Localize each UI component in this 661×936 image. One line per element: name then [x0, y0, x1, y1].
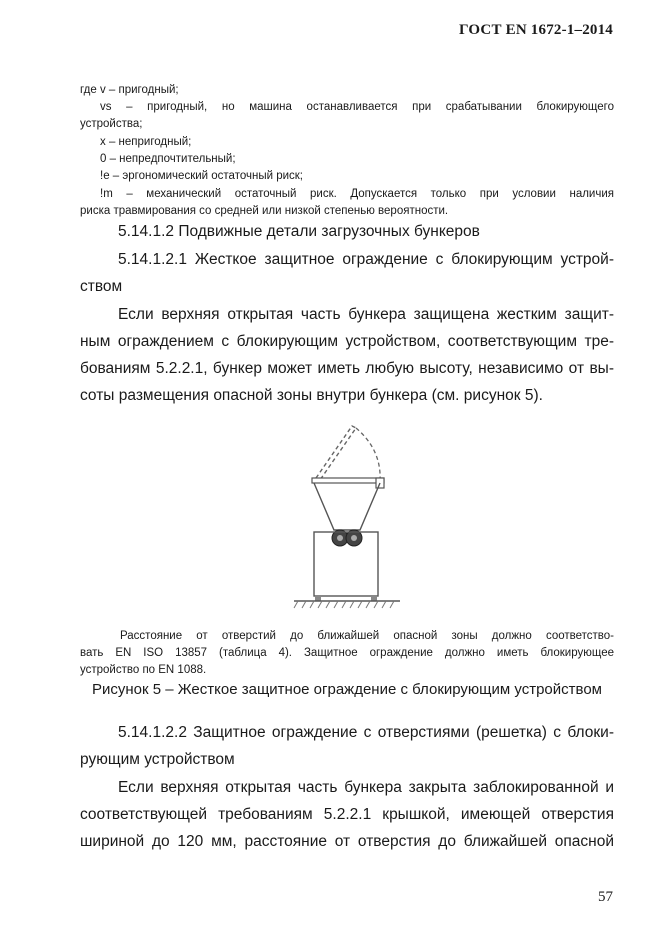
section-heading-5-14-1-2-1-cont: ством [80, 278, 123, 295]
legend-line-0: 0 – непредпочтительный; [100, 153, 236, 165]
legend-line-e: !e – эргономический остаточный риск; [100, 170, 303, 182]
left-roller-hub [337, 535, 343, 541]
section-heading-5-14-1-2-1: 5.14.1.2.1 Жесткое защитное ограждение с блокирующим устрой- [118, 251, 614, 268]
hopper-funnel [314, 483, 380, 530]
legend-line-vs-cont: устройства; [80, 118, 143, 130]
section-heading-5-14-1-2: 5.14.1.2 Подвижные детали загрузочных бункеров [118, 223, 480, 240]
ground-hatching [294, 601, 394, 608]
figure-5-title: Рисунок 5 – Жесткое защитное ограждение с блокирующим устройством [92, 681, 602, 698]
figure-5-hopper-drawing [290, 420, 400, 612]
legend-line-m-cont: риска травмирования со средней или низкой степенью вероятности. [80, 205, 449, 217]
paragraph-1-line-2: ным ограждением с блокирующим устройством, соответствующим тре- [80, 333, 614, 350]
paragraph-1-line-4: соты размещения опасной зоны внутри бункера (см. рисунок 5). [80, 387, 543, 404]
guard-swing-arc [356, 428, 380, 482]
paragraph-1-line-1: Если верхняя открытая часть бункера защищена жестким защит- [118, 306, 614, 323]
open-guard-dashed-outline [316, 426, 356, 480]
document-standard-header: ГОСТ EN 1672-1–2014 [459, 22, 613, 38]
paragraph-2-line-3: шириной до 120 мм, расстояние от отверстия до ближайшей опасной [80, 833, 614, 850]
legend-line-v: где v – пригодный; [80, 84, 179, 96]
figure-5-note-line-2: вать EN ISO 13857 (таблица 4). Защитное ограждение должно иметь блокирующее [80, 647, 614, 659]
section-heading-5-14-1-2-2: 5.14.1.2.2 Защитное ограждение с отверстиями (решетка) с блоки- [118, 724, 614, 741]
legend-line-x: x – непригодный; [100, 136, 192, 148]
machine-foot-right [371, 596, 377, 601]
figure-5-note-line-1: Расстояние от отверстий до ближайшей опасной зоны должно соответство- [120, 630, 614, 642]
figure-5-note-line-3: устройство по EN 1088. [80, 664, 207, 676]
section-heading-5-14-1-2-2-cont: рующим устройством [80, 751, 235, 768]
closed-guard-lid [312, 478, 384, 483]
legend-line-m: !m – механический остаточный риск. Допускается только при условии наличия [100, 188, 614, 200]
right-roller-hub [351, 535, 357, 541]
paragraph-1-line-3: бованиям 5.2.2.1, бункер может иметь любую высоту, независимо от вы- [80, 360, 614, 377]
machine-foot-left [315, 596, 321, 601]
paragraph-2-line-1: Если верхняя открытая часть бункера закрыта заблокированной и [118, 779, 614, 796]
legend-line-vs: vs – пригодный, но машина останавливается при срабатывании блокирующего [100, 101, 614, 113]
paragraph-2-line-2: соответствующей требованиям 5.2.2.1 крышкой, имеющей отверстия [80, 806, 614, 823]
page-number: 57 [598, 889, 613, 905]
